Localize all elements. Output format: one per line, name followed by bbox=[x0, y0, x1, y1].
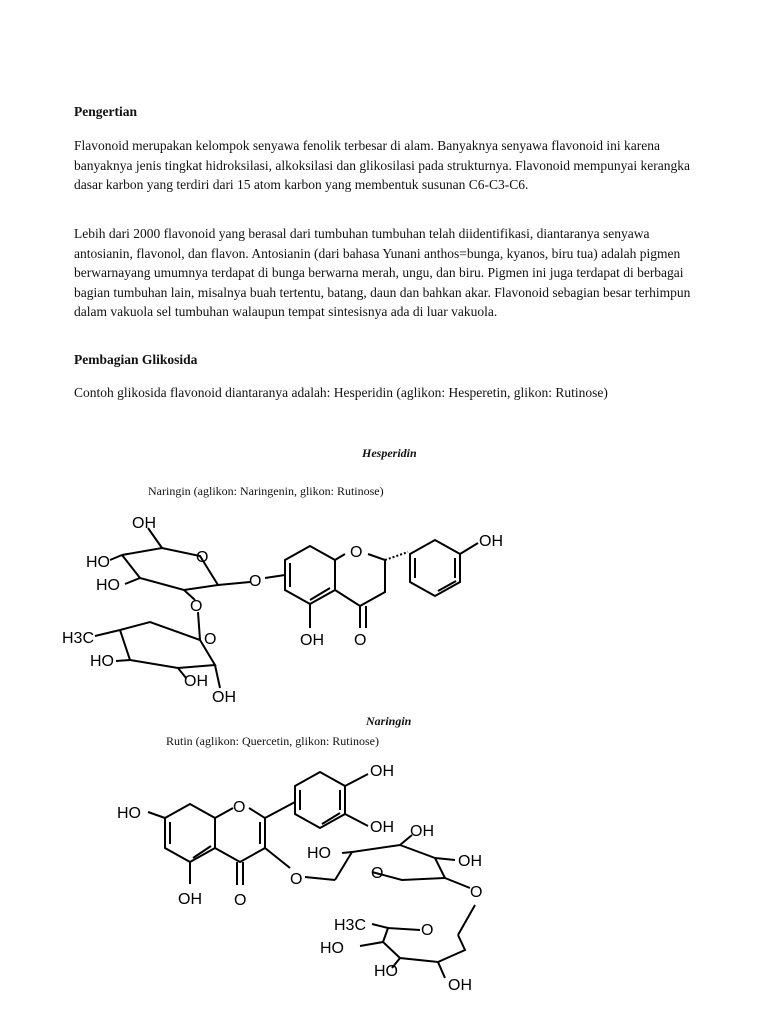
naringin-o-link1: O bbox=[190, 598, 203, 615]
heading-pembagian-glikosida: Pembagian Glikosida bbox=[74, 352, 198, 367]
naringin-oh-phenyl: OH bbox=[479, 533, 503, 550]
rutin-oh-4p: OH bbox=[370, 819, 394, 836]
naringin-oh-top: OH bbox=[132, 515, 156, 532]
rutin-o-r-ring: O bbox=[421, 922, 434, 939]
naringin-ho-3: HO bbox=[90, 653, 114, 670]
rutin-o-chrom: O bbox=[233, 799, 246, 816]
caption-naringin: Naringin bbox=[366, 714, 412, 728]
naringin-o-ring1: O bbox=[196, 549, 209, 566]
paragraph-flavonoid-details: Lebih dari 2000 flavonoid yang berasal dari tumbuhan tumbuhan telah diidentifikasi, diantaranya senyawa antosianin, flavonol, dan flavon. Antosianin (dari bahasa Yunani anthos=bunga, kyanos, biru tua) adalah pigmen berwarnayang umumnya terdapat di bunga berwarna merah, ungu, dan biru. Pigmen ini juga terdapat di berbagai bagian tumbuhan lain, misalnya buah tertentu, batang, daun dan bahkan akar. Flavonoid sebagian besar terhimpun dalam vakuola sel tumbuhan walaupun tempat sintesisnya ada di luar vakuola. bbox=[74, 226, 691, 319]
naringin-ho-2: HO bbox=[96, 577, 120, 594]
rutin-o-keto: O bbox=[234, 892, 247, 909]
naringin-o-chrom: O bbox=[350, 544, 363, 561]
heading-pengertian: Pengertian bbox=[74, 104, 137, 119]
rutin-o-g-ring: O bbox=[371, 865, 384, 882]
rutin-ho-r2: HO bbox=[374, 963, 398, 980]
rutin-intro: Rutin (aglikon: Quercetin, glikon: Rutinose) bbox=[166, 734, 379, 748]
rutin-o-link: O bbox=[290, 871, 303, 888]
rutin-oh-3p: OH bbox=[370, 763, 394, 780]
naringin-intro: Naringin (aglikon: Naringenin, glikon: Rutinose) bbox=[148, 484, 384, 498]
naringin-o-ring2: O bbox=[204, 631, 217, 648]
rutin-oh-g1: OH bbox=[410, 823, 434, 840]
naringin-ho-1: HO bbox=[86, 554, 110, 571]
naringin-o-link2: O bbox=[249, 573, 262, 590]
rutin-structure bbox=[0, 752, 768, 997]
rutin-o-g-link: O bbox=[470, 884, 483, 901]
naringin-oh-5: OH bbox=[300, 632, 324, 649]
naringin-h3c: H3C bbox=[62, 630, 95, 647]
rutin-ho-r1: HO bbox=[320, 940, 344, 957]
paragraph-definition: Flavonoid merupakan kelompok senyawa fenolik terbesar di alam. Banyaknya senyawa flavonoid ini karena banyaknya jenis tingkat hidroksilasi, alkoksilasi dan glikosilasi pada strukturnya. Flavonoid mempunyai kerangka dasar karbon yang terdiri dari 15 atom karbon yang membentuk susunan C6-C3-C6. bbox=[74, 138, 691, 192]
naringin-oh-1: OH bbox=[184, 673, 208, 690]
caption-hesperidin: Hesperidin bbox=[362, 446, 417, 460]
rutin-h3c: H3C bbox=[334, 917, 367, 934]
naringin-oh-2: OH bbox=[212, 689, 236, 706]
rutin-oh-5: OH bbox=[178, 891, 202, 908]
naringin-structure bbox=[0, 505, 768, 710]
rutin-oh-g2: OH bbox=[458, 853, 482, 870]
rutin-ho-7: HO bbox=[117, 805, 141, 822]
paragraph-example: Contoh glikosida flavonoid diantaranya adalah: Hesperidin (aglikon: Hesperetin, glikon: Rutinose) bbox=[74, 385, 608, 400]
rutin-oh-r1: OH bbox=[448, 977, 472, 994]
naringin-o-keto: O bbox=[354, 632, 367, 649]
rutin-ho-g1: HO bbox=[307, 845, 331, 862]
